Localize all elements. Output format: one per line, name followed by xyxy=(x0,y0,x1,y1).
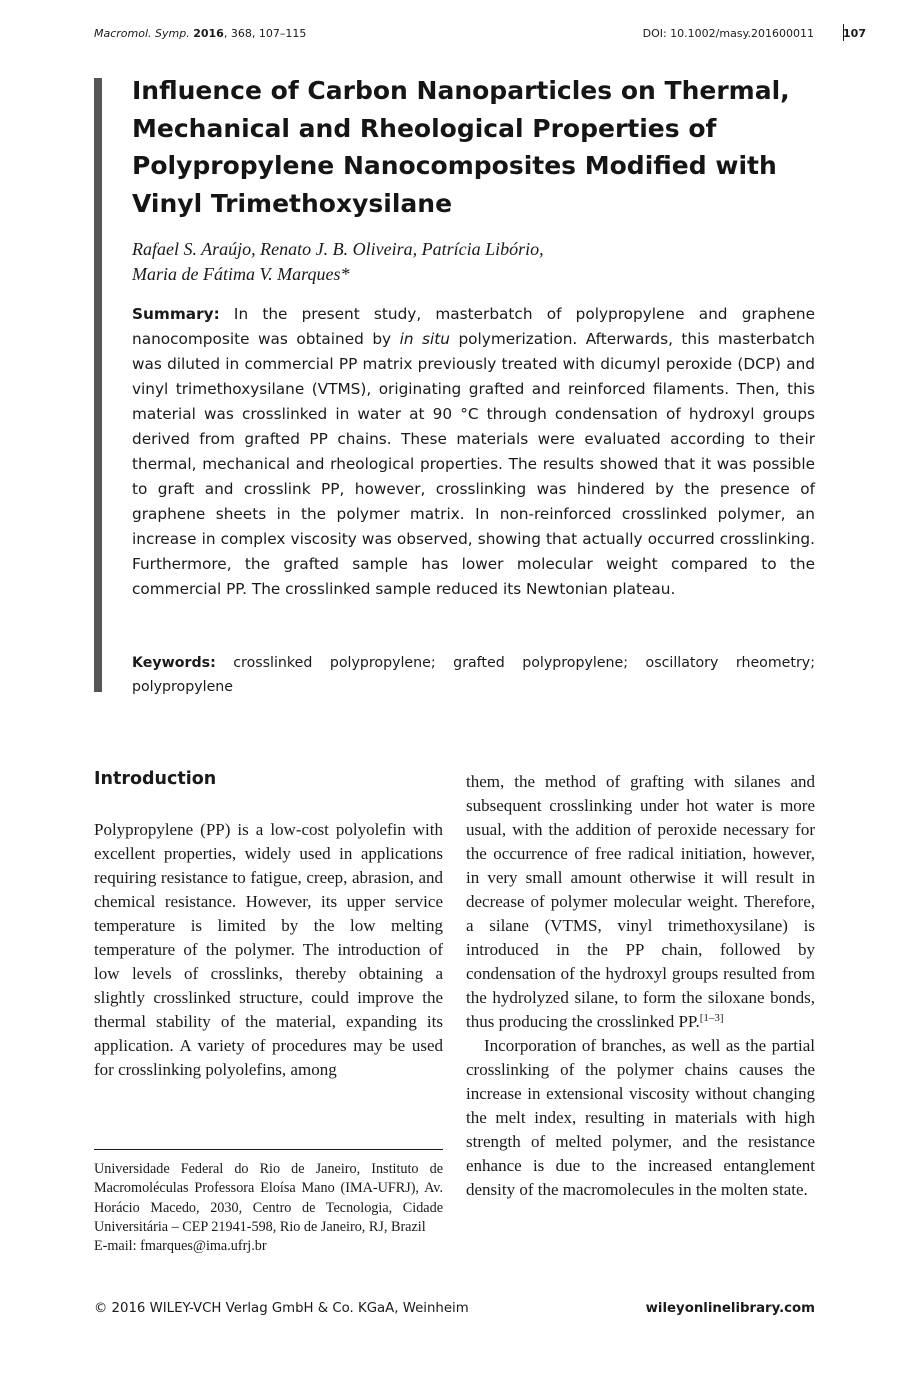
summary-label: Summary: xyxy=(132,305,220,323)
citation-reference[interactable]: [1–3] xyxy=(699,1012,724,1024)
author-name: Patrícia Libório xyxy=(421,239,540,259)
journal-year: 2016 xyxy=(193,27,224,40)
author-name: Rafael S. Araújo xyxy=(132,239,252,259)
title-line: Polypropylene Nanocomposites Modified with xyxy=(132,151,777,180)
paragraph-text: them, the method of grafting with silanes and subsequent crosslinking under hot water is more usual, with the addition of peroxide necessary for the occurrence of free radical initiation, however, in very small amount otherwise it will result in decrease of polymer molecular weight. Therefore, a silane (VTMS, vinyl trimethoxysilane) is introduced in the PP chain, followed by condensation of the hydroxyl groups resulted from the hydrolyzed silane, to form the siloxane bonds, thus producing the crosslinked PP. xyxy=(466,772,815,1031)
paper-title xyxy=(132,72,822,222)
abstract-accent-bar xyxy=(94,78,102,692)
keywords xyxy=(132,651,815,699)
journal-citation xyxy=(94,27,306,40)
title-line: Mechanical and Rheological Properties of xyxy=(132,113,717,143)
volume-pages: , 368, 107–115 xyxy=(223,27,307,40)
section-heading-introduction: Introduction xyxy=(94,769,217,789)
contact-email[interactable]: E-mail: fmarques@ima.ufrj.br xyxy=(94,1238,267,1255)
keywords-text: crosslinked polypropylene; grafted polypropylene; oscillatory rheometry; polypropylene xyxy=(132,655,815,695)
author-separator: , xyxy=(412,239,422,259)
abstract-summary xyxy=(132,302,815,602)
doi-link[interactable]: DOI: 10.1002/masy.201600011 xyxy=(642,27,814,40)
author-name: Renato J. B. Oliveira xyxy=(260,239,413,259)
author-list xyxy=(132,237,822,287)
summary-text: In the present study, masterbatch of polypropylene and graphene nanocomposite was obtained by xyxy=(132,305,815,348)
page-number: 107 xyxy=(843,27,866,40)
body-paragraph: Polypropylene (PP) is a low-cost polyolefin with excellent properties, widely used in applications requiring resistance to fatigue, creep, abrasion, and chemical resistance. However, its upper service temperature is limited by the low melting temperature of the polymer. The introduction of low levels of crosslinks, thereby obtaining a slightly crosslinked structure, could improve the thermal stability of the material, expanding its application. A variety of procedures may be used for crosslinking polyolefins, among xyxy=(94,820,443,1079)
body-column-left xyxy=(94,818,443,1082)
author-affiliation xyxy=(94,1160,443,1256)
footnote-divider xyxy=(94,1149,443,1150)
affiliation-text: Universidade Federal do Rio de Janeiro, Instituto de Macromoléculas Professora Eloísa Mano (IMA-UFRJ), Av. Horácio Macedo, 2030, Centro de Tecnologia, Cidade Universitária – CEP 21941-598, Rio de Janeiro, RJ, Brazil xyxy=(94,1161,443,1235)
summary-text: polymerization. Afterwards, this masterbatch was diluted in commercial PP matrix previously treated with dicumyl peroxide (DCP) and vinyl trimethoxysilane (VTMS), originating grafted and reinforced filaments. Then, this material was crosslinked in water at 90 °C through condensation of hydroxyl groups derived from grafted PP chains. These materials were evaluated according to their thermal, mechanical and rheological properties. The results showed that it was possible to graft and crosslink PP, however, crosslinking was hindered by the presence of graphene sheets in the polymer matrix. In non-reinforced crosslinked polymer, an increase in complex viscosity was observed, showing that actually occurred crosslinking. Furthermore, the grafted sample has lower molecular weight compared to the commercial PP. The crosslinked sample reduced its Newtonian plateau. xyxy=(132,330,815,598)
body-paragraph: Incorporation of branches, as well as the partial crosslinking of the polymer chains causes the increase in extensional viscosity without changing the melt index, resulting in materials with high strength of melted polymer, and the resistance enhance is due to the increased entanglement density of the macromolecules in the molten state. xyxy=(466,1036,815,1199)
keywords-label: Keywords: xyxy=(132,655,216,671)
title-line: Influence of Carbon Nanoparticles on Thermal, xyxy=(132,76,790,105)
body-column-right xyxy=(466,770,815,1202)
journal-name: Macromol. Symp. xyxy=(94,27,190,40)
running-header xyxy=(94,24,866,44)
body-paragraph xyxy=(466,770,815,1034)
publisher-website-link[interactable]: wileyonlinelibrary.com xyxy=(645,1301,815,1316)
summary-italic-term: in situ xyxy=(399,330,450,348)
author-separator: , xyxy=(251,239,261,259)
title-line: Vinyl Trimethoxysilane xyxy=(132,188,453,218)
copyright-notice: © 2016 WILEY-VCH Verlag GmbH & Co. KGaA, Weinheim xyxy=(94,1301,469,1316)
author-separator: , xyxy=(539,239,544,259)
author-name: Maria de Fátima V. Marques* xyxy=(132,264,350,284)
